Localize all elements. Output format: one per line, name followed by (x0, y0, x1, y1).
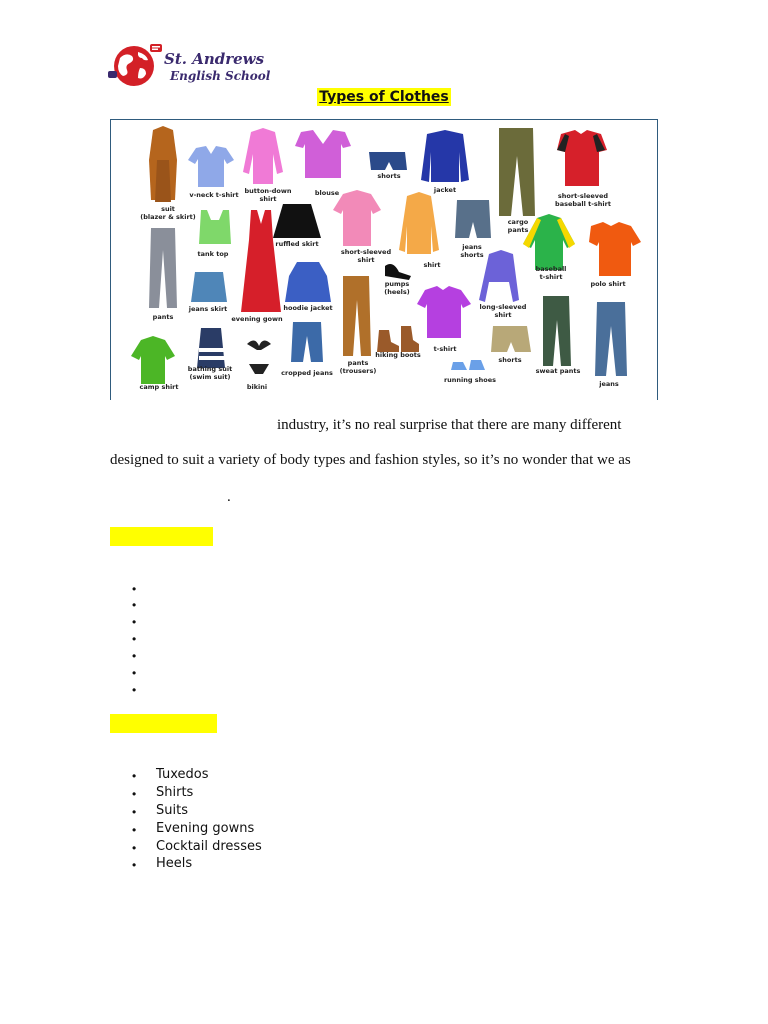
list-item: Cocktail dresses (156, 839, 262, 854)
list-item: Heels (156, 856, 193, 871)
button-down-shirt-icon (243, 128, 283, 184)
label-sweat: sweat pants (535, 367, 581, 375)
jacket-icon (421, 130, 469, 182)
label-trousers: pants (trousers) (339, 359, 377, 375)
hoodie-icon (285, 262, 331, 302)
short-sleeved-shirt-icon (333, 190, 381, 246)
trousers-icon (343, 276, 371, 356)
page-title (0, 88, 768, 106)
bullet: • (132, 769, 137, 783)
jeans-shorts-icon (455, 200, 491, 238)
label-baseball-short: short-sleeved baseball t-shirt (555, 192, 611, 208)
section-heading-highlight-1 (110, 527, 213, 546)
list-item: Evening gowns (156, 821, 255, 836)
bullet: • (132, 649, 137, 663)
label-shorts-2: shorts (498, 356, 522, 364)
title-text: Types of Clothes (319, 89, 449, 105)
bikini-icon (247, 340, 271, 374)
cropped-jeans-icon (291, 322, 323, 362)
list-item: Shirts (156, 785, 194, 800)
blouse-icon (295, 130, 351, 178)
label-running: running shoes (443, 376, 497, 384)
section-heading-highlight-2 (110, 714, 217, 733)
logo-line-2: English School (170, 69, 271, 83)
label-bikini: bikini (246, 383, 268, 391)
bullet: • (132, 582, 137, 596)
label-longsleeved: long-sleeved shirt (479, 303, 527, 319)
bathing-suit-icon (197, 328, 225, 368)
label-cargo: cargo pants (507, 218, 529, 234)
tank-top-icon (199, 210, 231, 244)
bullet: • (132, 683, 137, 697)
baseball-tshirt-icon (523, 214, 575, 270)
bullet: • (132, 805, 137, 819)
logo-line-1: St. Andrews (164, 50, 265, 68)
label-gown: evening gown (231, 315, 283, 323)
shorts-icon (369, 152, 407, 170)
label-shirt: shirt (423, 261, 441, 269)
running-shoes-icon (451, 360, 485, 370)
bullet: • (132, 823, 137, 837)
bullet: • (132, 615, 137, 629)
ruffled-skirt-icon (273, 204, 321, 238)
cargo-pants-icon (499, 128, 535, 216)
shirt-icon (399, 192, 439, 254)
label-bathing: bathing suit (swim suit) (187, 365, 233, 381)
globe-icon (108, 42, 166, 88)
tshirt-icon (417, 286, 471, 338)
label-baseball: baseball t-shirt (535, 265, 567, 281)
label-cropped: cropped jeans (281, 369, 333, 377)
bullet: • (132, 632, 137, 646)
label-vneck: v-neck t-shirt (189, 191, 239, 199)
label-jeansskirt: jeans skirt (188, 305, 228, 313)
long-sleeved-shirt-icon (479, 250, 519, 302)
bullet: • (132, 666, 137, 680)
suit-icon (149, 126, 177, 202)
hiking-boots-icon (377, 326, 419, 352)
label-ruffled: ruffled skirt (275, 240, 319, 248)
label-tshirt: t-shirt (433, 345, 457, 353)
label-camp: camp shirt (139, 383, 179, 391)
bullet: • (132, 858, 137, 872)
sweat-pants-icon (543, 296, 571, 366)
bullet: • (132, 841, 137, 855)
list-item: Suits (156, 803, 188, 818)
jeans-skirt-icon (191, 272, 227, 302)
label-tank: tank top (197, 250, 229, 258)
label-hoodie: hoodie jacket (283, 304, 333, 312)
clothes-poster (110, 119, 658, 400)
paragraph-line-3: . (227, 489, 231, 505)
polo-shirt-icon (589, 222, 641, 276)
paragraph-line-2: designed to suit a variety of body types and fashion styles, so it’s no wonder that we as (110, 452, 631, 468)
baseball-shirt-icon (557, 130, 607, 186)
bullet: • (132, 787, 137, 801)
label-blouse: blouse (314, 189, 340, 197)
label-hiking: hiking boots (375, 351, 421, 359)
shorts-2-icon (491, 326, 531, 352)
label-pumps: pumps (heels) (384, 280, 410, 296)
label-pants: pants (152, 313, 174, 321)
school-logo (108, 42, 271, 92)
label-shorts: shorts (377, 172, 401, 180)
evening-gown-icon (241, 210, 281, 312)
camp-shirt-icon (131, 336, 175, 384)
label-polo: polo shirt (590, 280, 626, 288)
vneck-shirt-icon (188, 146, 234, 187)
bullet: • (132, 598, 137, 612)
paragraph-line-1: industry, it’s no real surprise that there are many different (277, 417, 622, 433)
label-jeans: jeans (599, 380, 619, 388)
list-item: Tuxedos (156, 767, 209, 782)
label-suit: suit (blazer & skirt) (140, 205, 196, 221)
label-jeansshorts: jeans shorts (460, 243, 484, 259)
label-jacket: jacket (433, 186, 457, 194)
pants-icon (149, 228, 177, 308)
label-buttondown: button-down shirt (244, 187, 292, 203)
label-shortsleeved: short-sleeved shirt (340, 248, 392, 264)
pumps-icon (385, 264, 411, 280)
jeans-icon (595, 302, 627, 376)
